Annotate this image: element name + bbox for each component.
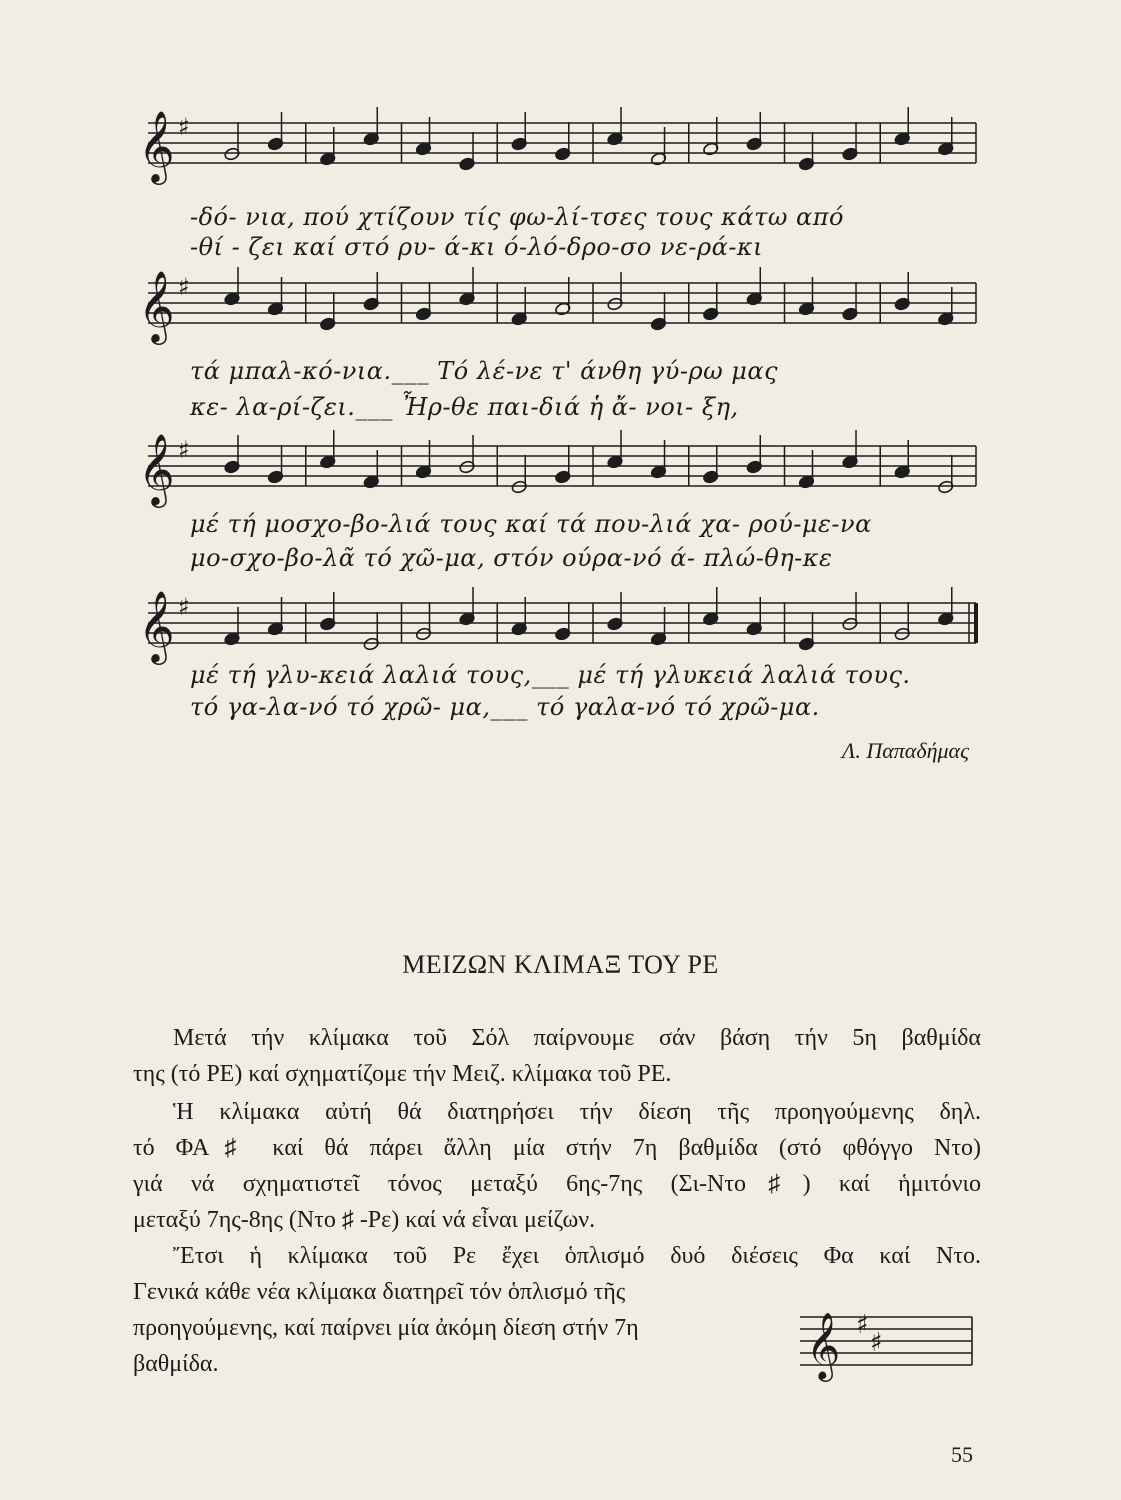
staff-2: [130, 255, 978, 365]
lyric-line: μέ τή μοσχο-βο-λιά τους καί τά που-λιά χα- ρού-με-να: [190, 510, 872, 538]
key-signature-illustration: [800, 1283, 980, 1393]
sharp-icon: ♯: [870, 1328, 883, 1358]
sharp-icon: ♯: [856, 1310, 869, 1340]
sharp-icon: ♯: [178, 436, 190, 464]
author-credit: Λ. Παπαδήμας: [842, 738, 969, 763]
text-line: γιά νά σχηματιστεῖ τόνος μεταξύ 6ης-7ης (Σι-Ντο♯) καί ἡμιτόνιο: [133, 1171, 981, 1197]
lyric-line: -θί - ζει καί στό ρυ- ά-κι ό-λό-δρο-σο νε-ρά-κι: [190, 233, 764, 261]
text-line: μεταξύ 7ης-8ης (Ντο ♯ -Ρε) καί νά εἶναι μείζων.: [133, 1207, 596, 1233]
text-line: προηγούμενης, καί παίρνει μία ἀκόμη δίεση στήν 7η: [133, 1315, 639, 1341]
lyric-line: μέ τή γλυ-κειά λαλιά τους,___ μέ τή γλυκειά λαλιά τους.: [190, 661, 911, 689]
text-line: τό ΦΑ♯ καί θά πάρει ἄλλη μία στήν 7η βαθμίδα (στό φθόγγο Ντο): [133, 1135, 981, 1161]
treble-clef-icon: 𝄞: [138, 589, 175, 662]
page-number: 55: [951, 1442, 973, 1467]
treble-clef-icon: 𝄞: [138, 109, 175, 182]
music-system-1: [130, 95, 978, 261]
sharp-icon: ♯: [178, 113, 190, 141]
treble-clef-icon: 𝄞: [806, 1311, 841, 1379]
music-system-4: [130, 575, 978, 735]
text-line: Ἡ κλίμακα αὐτή θά διατηρήσει τήν δίεση τῆς προηγούμενης δηλ.: [173, 1099, 981, 1125]
lyric-line: μο-σχο-βο-λᾶ τό χῶ-μα, στόν ούρα-νό ά- πλώ-θη-κε: [190, 544, 833, 572]
paragraph-1: [133, 1020, 981, 1092]
sharp-icon: ♯: [178, 273, 190, 301]
treble-clef-icon: 𝄞: [138, 432, 175, 505]
lyric-line: τό γα-λα-νό τό χρῶ- μα,___ τό γαλα-νό τό χρῶ-μα.: [190, 693, 820, 721]
text-line: Γενικά κάθε νέα κλίμακα διατηρεῖ τόν ὁπλισμό τῆς: [133, 1279, 626, 1305]
music-system-3: [130, 418, 978, 578]
staff-1: [130, 95, 978, 205]
music-system-2: [130, 255, 978, 421]
lyric-line: τά μπαλ-κό-νια.___ Τό λέ-νε τ' άνθη γύ-ρω μας: [190, 357, 779, 385]
lyric-line: -δό- νια, πού χτίζουν τίς φω-λί-τσες τους κάτω από: [190, 203, 844, 231]
text-line: της (τό ΡΕ) καί σχηματίζομε τήν Μειζ. κλίμακα τοῦ ΡΕ.: [133, 1061, 672, 1087]
treble-clef-icon: 𝄞: [138, 269, 175, 342]
section-title: ΜΕΙΖΩΝ ΚΛΙΜΑΞ ΤΟΥ ΡΕ: [402, 950, 719, 979]
text-line: Μετά τήν κλίμακα τοῦ Σόλ παίρνουμε σάν βάση τήν 5η βαθμίδα: [173, 1025, 981, 1051]
text-line: βαθμίδα.: [133, 1351, 219, 1377]
lyric-line: κε- λα-ρί-ζει.___ Ἦρ-θε παι-διά ἡ ἄ- νοι- ξη,: [190, 393, 739, 421]
sharp-icon: ♯: [178, 593, 190, 621]
paragraph-2: [133, 1094, 981, 1238]
text-line: Ἔτσι ἡ κλίμακα τοῦ Ρε ἔχει ὁπλισμό δυό διέσεις Φα καί Ντο.: [173, 1243, 981, 1269]
